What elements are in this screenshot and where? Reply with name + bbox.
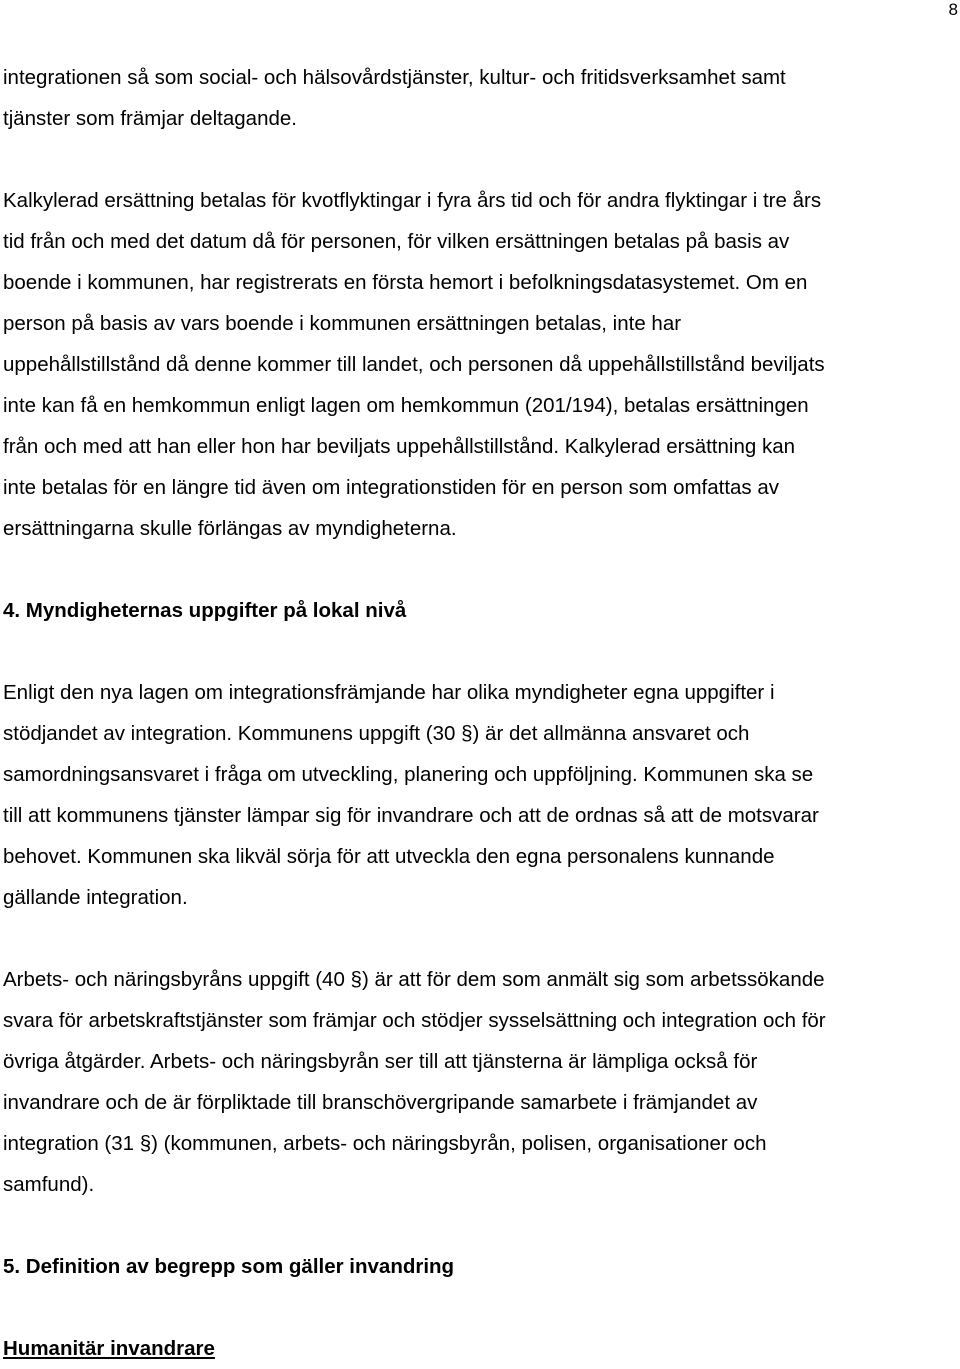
text-line: stödjandet av integration. Kommunens uppgift (30 §) är det allmänna ansvaret och — [3, 722, 750, 745]
text-line: tid från och med det datum då för personen, för vilken ersättningen betalas på basis av — [3, 230, 790, 253]
text-line: Arbets- och näringsbyråns uppgift (40 §) är att för dem som anmält sig som arbetssökande — [3, 968, 825, 991]
text-line: Enligt den nya lagen om integrationsfrämjande har olika myndigheter egna uppgifter i — [3, 681, 775, 704]
text-line: boende i kommunen, har registrerats en första hemort i befolkningsdatasystemet. Om en — [3, 271, 808, 294]
section-heading-5: 5. Definition av begrepp som gäller invandring — [3, 1255, 455, 1278]
text-line: samordningsansvaret i fråga om utveckling, planering och uppföljning. Kommunen ska se — [3, 763, 814, 786]
text-line: integration (31 §) (kommunen, arbets- och näringsbyrån, polisen, organisationer och — [3, 1132, 767, 1155]
section-heading-4: 4. Myndigheternas uppgifter på lokal nivå — [3, 599, 407, 622]
text-line: behovet. Kommunen ska likväl sörja för att utveckla den egna personalens kunnande — [3, 845, 775, 868]
text-line: integrationen så som social- och hälsovårdstjänster, kultur- och fritidsverksamhet samt — [3, 66, 786, 89]
text-line: Kalkylerad ersättning betalas för kvotflyktingar i fyra års tid och för andra flyktingar i tre års — [3, 189, 822, 212]
paragraph-calculated-compensation — [3, 180, 959, 549]
paragraph-municipal-tasks — [3, 672, 959, 918]
text-line: från och med att han eller hon har beviljats uppehållstillstånd. Kalkylerad ersättning kan — [3, 435, 795, 458]
text-line: tjänster som främjar deltagande. — [3, 107, 297, 130]
text-line: svara för arbetskraftstjänster som främjar och stödjer sysselsättning och integration och för — [3, 1009, 826, 1032]
paragraph-spacer — [3, 549, 959, 590]
text-line: samfund). — [3, 1173, 95, 1196]
text-line: övriga åtgärder. Arbets- och näringsbyrån ser till att tjänsterna är lämpliga också för — [3, 1050, 758, 1073]
text-line: ersättningarna skulle förlängas av myndigheterna. — [3, 517, 457, 540]
text-line: inte betalas för en längre tid även om integrationstiden för en person som omfattas av — [3, 476, 780, 499]
paragraph-employment-office-tasks — [3, 959, 959, 1205]
paragraph-spacer — [3, 1205, 959, 1246]
paragraph-spacer — [3, 631, 959, 672]
document-body — [3, 57, 959, 1369]
paragraph-integration-services — [3, 57, 959, 139]
text-line: gällande integration. — [3, 886, 188, 909]
text-line: uppehållstillstånd då denne kommer till landet, och personen då uppehållstillstånd beviljats — [3, 353, 825, 376]
text-line: inte kan få en hemkommun enligt lagen om hemkommun (201/194), betalas ersättningen — [3, 394, 809, 417]
paragraph-spacer — [3, 918, 959, 959]
text-line: invandrare och de är förpliktade till branschövergripande samarbete i främjandet av — [3, 1091, 758, 1114]
paragraph-spacer — [3, 1287, 959, 1328]
page-number: 8 — [948, 0, 958, 19]
paragraph-spacer — [3, 139, 959, 180]
subheading-humanitarian-immigrant: Humanitär invandrare — [3, 1337, 215, 1360]
text-line: person på basis av vars boende i kommunen ersättningen betalas, inte har — [3, 312, 682, 335]
text-line: till att kommunens tjänster lämpar sig för invandrare och att de ordnas så att de motsvarar — [3, 804, 819, 827]
